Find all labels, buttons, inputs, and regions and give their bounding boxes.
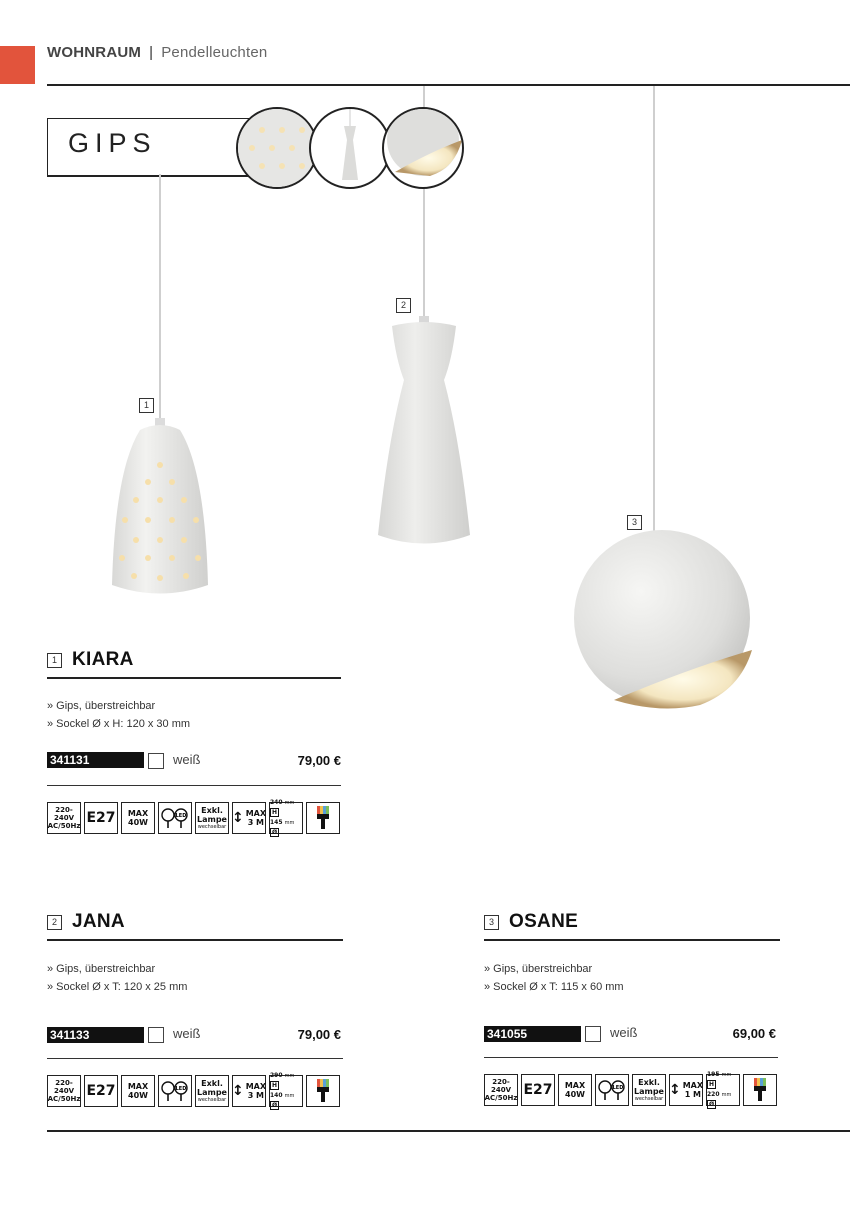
product-feature: » Gips, überstreichbar (47, 963, 156, 975)
product-feature: » Sockel Ø x T: 120 x 25 mm (47, 981, 188, 993)
jana-lamp (378, 316, 470, 544)
spec-icon-row (484, 1071, 780, 1108)
socket-e27-icon: E27 (521, 1074, 555, 1106)
product-name: OSANE (509, 911, 579, 932)
dimensions-icon: 240 mm H 145 mm Ø (269, 802, 303, 834)
product-feature: » Gips, überstreichbar (484, 963, 593, 975)
thumb-jana-detail (310, 108, 390, 188)
series-title: GIPS (68, 128, 157, 158)
color-label: weiß (173, 752, 201, 767)
color-label: weiß (610, 1025, 638, 1040)
svg-text:LED: LED (175, 1086, 187, 1092)
product-rule-thin (47, 785, 341, 786)
price: 79,00 € (297, 1027, 341, 1042)
product-rule (47, 677, 341, 679)
spec-icon-row (47, 1072, 343, 1109)
article-number: 341055 (484, 1026, 581, 1042)
photo-badge-2: 2 (396, 298, 411, 313)
color-swatch-checkbox[interactable] (585, 1026, 601, 1042)
product-feature: » Gips, überstreichbar (47, 700, 156, 712)
price: 79,00 € (297, 753, 341, 768)
product-feature: » Sockel Ø x H: 120 x 30 mm (47, 718, 191, 730)
product-rule-thin (484, 1057, 778, 1058)
product-name: KIARA (72, 649, 134, 670)
color-label: weiß (173, 1026, 201, 1041)
max-watt-icon: MAX 40W (558, 1074, 592, 1106)
svg-text:LED: LED (175, 813, 187, 819)
color-swatch-checkbox[interactable] (148, 1027, 164, 1043)
product-rule (484, 939, 780, 941)
photo-badge-3: 3 (627, 515, 642, 530)
header-separator: | (149, 44, 154, 61)
price: 69,00 € (732, 1026, 776, 1041)
thumb-kiara-detail (237, 108, 317, 188)
voltage-icon: 220-240V AC/50Hz (47, 802, 81, 834)
cable-length-icon: ↕ MAX 3 M (232, 802, 266, 834)
product-feature: » Sockel Ø x T: 115 x 60 mm (484, 981, 624, 993)
article-number: 341131 (47, 752, 144, 768)
dimensions-icon: 290 mm H 140 mm Ø (269, 1075, 303, 1107)
article-number: 341133 (47, 1027, 144, 1043)
bulb-led-icon (595, 1074, 629, 1106)
paintable-brush-icon (743, 1074, 777, 1106)
color-swatch-checkbox[interactable] (148, 753, 164, 769)
osane-lamp (574, 530, 752, 709)
header-subcategory: Pendelleuchten (161, 44, 268, 61)
cable-length-icon: ↕ MAX 1 M (669, 1074, 703, 1106)
socket-e27-icon: E27 (84, 1075, 118, 1107)
exchangeable-lamp-icon: Exkl. Lampe wechselbar (632, 1074, 666, 1106)
bulb-led-icon (158, 1075, 192, 1107)
product-name: JANA (72, 911, 125, 932)
product-number: 1 (47, 653, 62, 668)
photo-badge-1: 1 (139, 398, 154, 413)
socket-e27-icon: E27 (84, 802, 118, 834)
product-rule (47, 939, 343, 941)
max-watt-icon: MAX 40W (121, 802, 155, 834)
product-number: 2 (47, 915, 62, 930)
bulb-led-icon (158, 802, 192, 834)
voltage-icon: 220-240V AC/50Hz (484, 1074, 518, 1106)
voltage-icon: 220-240V AC/50Hz (47, 1075, 81, 1107)
max-watt-icon: MAX 40W (121, 1075, 155, 1107)
cable-length-icon: ↕ MAX 3 M (232, 1075, 266, 1107)
spec-icon-row (47, 799, 343, 836)
header-category: WOHNRAUM (47, 44, 142, 61)
dimensions-icon: 195 mm H 220 mm Ø (706, 1074, 740, 1106)
thumb-osane-detail (383, 104, 463, 188)
svg-text:LED: LED (612, 1085, 624, 1091)
product-number: 3 (484, 915, 499, 930)
footer-rule (47, 1130, 850, 1132)
paintable-brush-icon (306, 1075, 340, 1107)
paintable-brush-icon (306, 802, 340, 834)
kiara-lamp (112, 418, 208, 594)
exchangeable-lamp-icon: Exkl. Lampe wechselbar (195, 1075, 229, 1107)
product-rule-thin (47, 1058, 343, 1059)
exchangeable-lamp-icon: Exkl. Lampe wechselbar (195, 802, 229, 834)
